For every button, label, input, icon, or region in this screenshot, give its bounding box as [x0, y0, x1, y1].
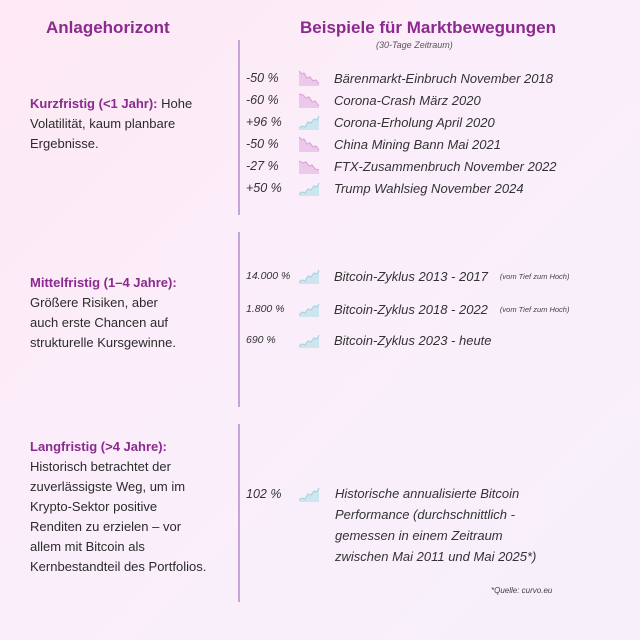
trend-up-icon	[298, 486, 320, 502]
trend-down-icon	[298, 136, 320, 152]
event-row	[246, 484, 334, 504]
long-term-line: Kernbestandteil des Portfolios.	[30, 559, 207, 574]
horizon-header: Anlagehorizont	[46, 18, 170, 37]
event-value: -27 %	[246, 159, 279, 173]
short-term-line: Volatilität, kaum planbare	[30, 116, 176, 131]
long-term-text-line: zwischen Mai 2011 und Mai 2025*)	[335, 549, 537, 564]
event-value: -50 %	[246, 71, 279, 85]
trend-down-icon	[298, 158, 320, 174]
event-row	[246, 156, 557, 176]
event-row	[246, 299, 569, 319]
event-row	[246, 134, 501, 154]
event-row	[246, 68, 553, 88]
trend-up-icon	[298, 180, 320, 196]
event-value: 102 %	[246, 487, 282, 501]
event-row	[246, 330, 492, 350]
event-row	[246, 178, 524, 198]
trend-down-icon	[298, 92, 320, 108]
divider-short	[238, 40, 240, 215]
divider-medium	[238, 232, 240, 407]
event-name: Bitcoin-Zyklus 2013 - 2017	[334, 268, 488, 284]
event-name: Corona-Erholung April 2020	[334, 114, 495, 130]
long-term-description	[30, 437, 206, 577]
period-subheader: (30-Tage Zeitraum)	[376, 40, 453, 50]
event-value: 690 %	[246, 334, 276, 346]
source-note: *Quelle: curvo.eu	[491, 586, 553, 595]
event-row	[246, 266, 569, 286]
event-value: +50 %	[246, 181, 282, 195]
trend-down-icon	[298, 70, 320, 86]
short-term-label: Kurzfristig (<1 Jahr):	[30, 96, 158, 111]
event-name: Corona-Crash März 2020	[334, 92, 481, 108]
event-note: (vom Tief zum Hoch)	[499, 271, 570, 281]
long-term-label: Langfristig (>4 Jahre):	[30, 439, 167, 454]
divider-long	[238, 424, 240, 602]
examples-header: Beispiele für Marktbewegungen	[300, 18, 556, 37]
long-term-line: Krypto-Sektor positive	[30, 499, 158, 514]
medium-term-line: strukturelle Kursgewinne.	[30, 335, 176, 350]
long-term-event-text	[335, 483, 536, 567]
event-value: -60 %	[246, 93, 279, 107]
long-term-line: Renditen zu erzielen – vor	[30, 519, 182, 534]
trend-up-icon	[298, 114, 320, 130]
event-name: Bärenmarkt-Einbruch November 2018	[334, 70, 553, 86]
event-value: -50 %	[246, 137, 279, 151]
long-term-line: zuverlässigste Weg, um im	[30, 479, 186, 494]
event-name: Bitcoin-Zyklus 2023 - heute	[334, 332, 492, 348]
medium-term-label: Mittelfristig (1–4 Jahre):	[30, 275, 177, 290]
event-name: China Mining Bann Mai 2021	[334, 136, 501, 152]
long-term-line: Historisch betrachtet der	[30, 459, 171, 474]
event-value: 1.800 %	[246, 303, 285, 315]
event-row	[246, 90, 481, 110]
event-name: FTX-Zusammenbruch November 2022	[334, 158, 557, 174]
event-note: (vom Tief zum Hoch)	[499, 304, 570, 314]
long-term-line: allem mit Bitcoin als	[30, 539, 145, 554]
short-term-description	[30, 94, 192, 154]
event-value: +96 %	[246, 115, 282, 129]
event-name: Trump Wahlsieg November 2024	[334, 180, 524, 196]
long-term-text-line: Historische annualisierte Bitcoin	[335, 486, 520, 501]
event-name: Bitcoin-Zyklus 2018 - 2022	[334, 301, 488, 317]
trend-up-icon	[298, 332, 320, 348]
medium-term-line: Größere Risiken, aber	[30, 295, 158, 310]
long-term-text-line: Performance (durchschnittlich -	[335, 507, 515, 522]
short-term-line: Ergebnisse.	[30, 136, 99, 151]
event-row	[246, 112, 495, 132]
short-term-line: Hohe	[161, 96, 193, 111]
event-value: 14.000 %	[246, 270, 291, 282]
medium-term-description	[30, 273, 177, 353]
trend-up-icon	[298, 268, 320, 284]
long-term-text-line: gemessen in einem Zeitraum	[335, 528, 503, 543]
medium-term-line: auch erste Chancen auf	[30, 315, 169, 330]
trend-up-icon	[298, 301, 320, 317]
